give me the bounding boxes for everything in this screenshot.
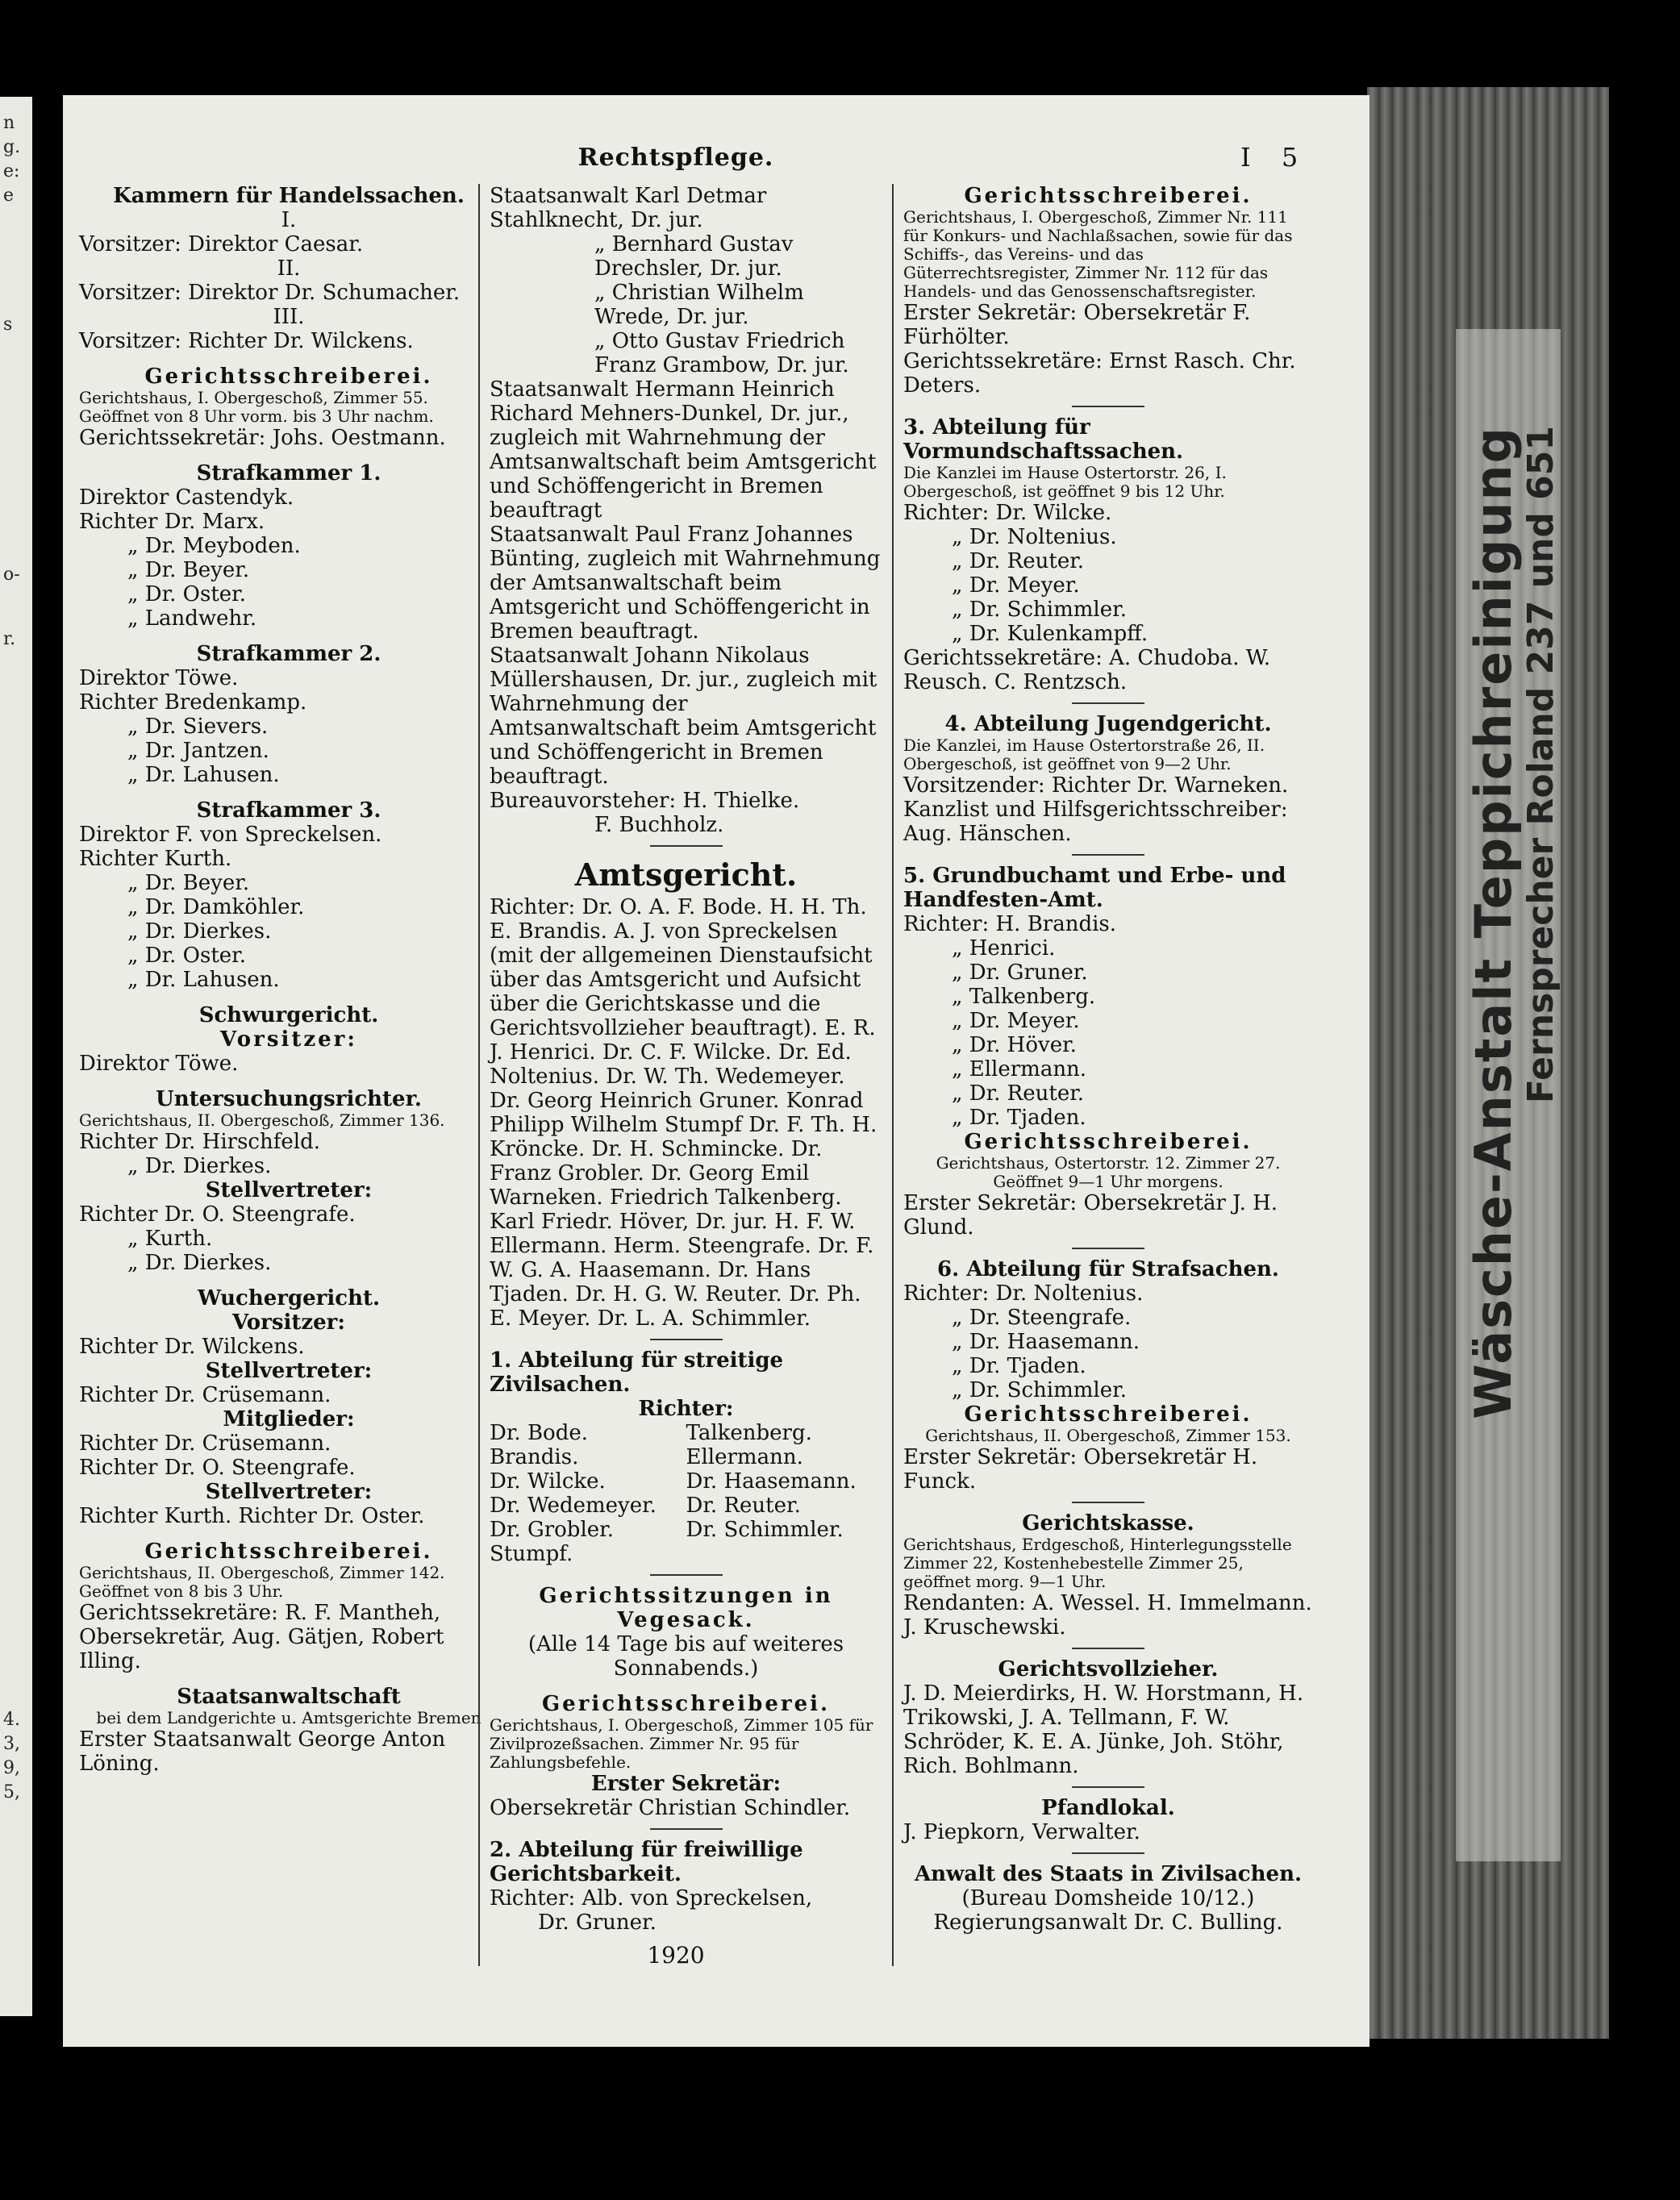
section-heading: Gerichtsschreiberei. — [964, 1130, 1253, 1154]
previous-page-text-fragment: o- — [3, 565, 20, 585]
column-middle — [478, 184, 894, 1966]
judge-name — [686, 1542, 883, 1566]
spacer — [79, 1673, 498, 1685]
section-heading: Untersuchungsrichter. — [156, 1087, 422, 1111]
text-line: Richter Bredenkamp. — [79, 690, 307, 715]
text-line: Staatsanwalt Hermann Heinrich Richard Mehners-Dunkel, Dr. jur., zugleich mit Wahrnehmung der Amtsanwaltschaft beim Amtsgericht und Schöffengericht in Bremen beauftragt — [490, 377, 877, 523]
text-line: Kanzlist und Hilfsgerichtsschreiber: Aug. Hänschen. — [903, 798, 1288, 846]
text-line: „ Otto Gustav Friedrich Franz Grambow, Dr. jur. — [594, 329, 849, 377]
text-line: Richter: Dr. Wilcke. — [903, 501, 1112, 525]
text-line: „ Dr. Kulenkampff. — [952, 622, 1148, 646]
section-heading: Stellvertreter: — [205, 1480, 373, 1504]
text-line: Gerichtshaus, II. Obergeschoß, Zimmer 136. — [79, 1110, 445, 1130]
judge-pair-row — [490, 1494, 882, 1518]
text-line: Vorsitzer: Richter Dr. Wilckens. — [79, 329, 414, 353]
text-line: Direktor Töwe. — [79, 666, 239, 690]
directory-page — [63, 95, 1369, 2047]
text-line: Richter: H. Brandis. — [903, 912, 1117, 936]
section-heading: Vorsitzer: — [232, 1310, 345, 1335]
divider-rule — [1072, 1648, 1144, 1649]
text-line: F. Buchholz. — [594, 813, 724, 837]
divider-rule — [1072, 1852, 1144, 1854]
edge-advert-phone: Fernsprecher Roland 237 und 651 — [1520, 426, 1561, 1104]
text-line: „ Dr. Noltenius. — [952, 525, 1117, 549]
judge-pair-row — [490, 1445, 882, 1469]
divider-rule — [650, 1828, 723, 1830]
text-line: Erster Sekretär: Obersekretär J. H. Glund. — [903, 1191, 1278, 1240]
text-line: Obersekretär Christian Schindler. — [490, 1796, 851, 1820]
text-line: „ Dr. Gruner. — [952, 960, 1088, 985]
section-heading: Mitglieder: — [223, 1407, 355, 1431]
judge-name: Ellermann. — [686, 1445, 803, 1469]
text-line: „ Dr. Beyer. — [127, 558, 250, 582]
text-line: Richter Dr. O. Steengrafe. — [79, 1202, 356, 1227]
text-line: „ Dr. Meyer. — [952, 1009, 1080, 1033]
section-heading: Gerichtsschreiberei. — [144, 365, 433, 389]
text-line: „ Dr. Damköhler. — [127, 895, 305, 919]
text-line: Gerichtssekretär: Johs. Oestmann. — [79, 426, 446, 450]
spacer — [79, 631, 498, 642]
text-line: Gerichtshaus, II. Obergeschoß, Zimmer 142. Geöffnet von 8 bis 3 Uhr. — [79, 1563, 445, 1601]
text-line: „ Talkenberg. — [952, 985, 1096, 1009]
section-heading: 1. Abteilung für streitige Zivilsachen. — [490, 1348, 784, 1397]
text-line: Staatsanwalt Johann Nikolaus Müllershausen, Dr. jur., zugleich mit Wahrnehmung der Amtsanwaltschaft beim Amtsgericht und Schöffengericht in Bremen beauftragt. — [490, 644, 878, 789]
text-line: Gerichtshaus, Erdgeschoß, Hinterlegungsstelle Zimmer 22, Kostenhebestelle Zimmer 25, geöffnet morg. 9—1 Uhr. — [903, 1535, 1292, 1591]
text-line: Die Kanzlei, im Hause Ostertorstraße 26, II. Obergeschoß, ist geöffnet von 9—2 Uhr. — [903, 735, 1265, 773]
text-line: „ Dr. Meyboden. — [127, 534, 301, 558]
section-heading: Amtsgericht. — [574, 856, 798, 893]
divider-rule — [650, 1574, 723, 1576]
judge-name: Dr. Wedemeyer. — [490, 1494, 657, 1518]
text-line: „ Dr. Sievers. — [127, 715, 269, 739]
text-line: Erster Sekretär: Obersekretär F. Fürhölter. — [903, 301, 1251, 349]
previous-page-text-fragment: r. — [3, 629, 16, 649]
divider-rule — [1072, 1248, 1144, 1249]
text-line: „ Dr. Schimmler. — [952, 598, 1127, 622]
text-line: Erster Staatsanwalt George Anton Löning. — [79, 1727, 446, 1776]
text-line: Richter Dr. Crüsemann. — [79, 1431, 331, 1456]
divider-rule — [1072, 702, 1144, 704]
text-line: „ Dr. Dierkes. — [127, 1154, 272, 1178]
text-line: bei dem Landgerichte u. Amtsgerichte Bremen — [96, 1708, 481, 1727]
text-line: Vorsitzender: Richter Dr. Warneken. — [903, 773, 1289, 798]
section-heading: Stellvertreter: — [205, 1178, 373, 1202]
text-line: J. Piepkorn, Verwalter. — [903, 1820, 1140, 1844]
section-heading: Strafkammer 2. — [196, 642, 381, 666]
previous-page-text-fragment: 3, — [3, 1734, 20, 1754]
section-heading: Gerichtsschreiberei. — [541, 1692, 831, 1716]
section-heading: Stellvertreter: — [205, 1359, 373, 1383]
year-footer: 1920 — [647, 1942, 705, 1969]
section-heading: Wuchergericht. — [197, 1286, 381, 1310]
text-line: „ Dr. Steengrafe. — [952, 1306, 1132, 1330]
text-line: Dr. Gruner. — [538, 1910, 657, 1935]
section-heading: Gerichtsschreiberei. — [964, 1402, 1253, 1427]
text-line: „ Dr. Jantzen. — [127, 739, 269, 763]
text-line: Rendanten: A. Wessel. H. Immelmann. J. Kruschewski. — [903, 1591, 1312, 1640]
text-line: Richter Kurth. — [79, 847, 232, 871]
judge-name: Dr. Haasemann. — [686, 1469, 857, 1494]
spacer — [79, 353, 498, 365]
text-line: Erster Sekretär: Obersekretär H. Funck. — [903, 1445, 1258, 1494]
previous-page-text-fragment: 4. — [3, 1710, 20, 1730]
text-line: Richter: Alb. von Spreckelsen, — [490, 1886, 813, 1910]
text-line: Bureauvorsteher: H. Thielke. — [490, 789, 800, 813]
text-line: Richter: Dr. O. A. F. Bode. H. H. Th. E. Brandis. A. J. von Spreckelsen (mit der allgemeinen Dienstaufsicht über das Amtsgericht und Aufsicht über die Gerichtskasse und die Gerichtsvollzieher beauftragt). E. R. J. Henrici. Dr. C. F. Wilcke. Dr. Ed. Noltenius. Dr. W. Th. Wedemeyer. Dr. Georg Heinrich Gruner. Konrad Philipp Wilhelm Stumpf Dr. F. Th. H. Kröncke. Dr. H. Schmincke. Dr. Franz Grobler. Dr. Georg Emil Warneken. Friedrich Talkenberg. Karl Friedr. Höver, Dr. jur. H. F. W. Ellermann. Herm. Steengrafe. Dr. F. W. G. A. Haasemann. Dr. Hans Tjaden. Dr. H. G. W. Reuter. Dr. Ph. E. Meyer. Dr. L. A. Schimmler. — [490, 895, 878, 1331]
text-line: „ Dr. Reuter. — [952, 1081, 1085, 1106]
text-line: Gerichtssekretäre: Ernst Rasch. Chr. Deters. — [903, 349, 1296, 398]
text-line: „ Christian Wilhelm Wrede, Dr. jur. — [594, 281, 804, 329]
judge-name: Dr. Bode. — [490, 1421, 589, 1445]
spacer — [79, 450, 498, 461]
judge-name: Talkenberg. — [686, 1421, 812, 1445]
section-heading: Anwalt des Staats in Zivilsachen. — [914, 1862, 1303, 1886]
section-heading: Richter: — [638, 1397, 734, 1421]
text-line: „ Ellermann. — [952, 1057, 1087, 1081]
text-line: „ Dr. Tjaden. — [952, 1106, 1086, 1130]
previous-page-text-fragment: e: — [3, 161, 20, 181]
text-line: III. — [273, 305, 305, 329]
text-line: II. — [277, 256, 301, 281]
text-line: Vorsitzer: Direktor Caesar. — [79, 232, 364, 256]
text-line: „ Dr. Lahusen. — [127, 763, 280, 787]
section-heading: Staatsanwaltschaft — [177, 1685, 401, 1709]
page-title: Rechtspflege. — [577, 144, 774, 172]
divider-rule — [650, 845, 723, 847]
text-line: Richter Dr. Crüsemann. — [79, 1383, 331, 1407]
section-heading: Vorsitzer: — [220, 1027, 357, 1052]
text-line: „ Landwehr. — [127, 606, 257, 631]
text-line: „ Kurth. — [127, 1227, 213, 1251]
section-heading: 2. Abteilung für freiwillige Gerichtsbarkeit. — [490, 1838, 803, 1886]
text-line: „ Dr. Tjaden. — [952, 1354, 1086, 1378]
section-heading: Pfandlokal. — [1041, 1796, 1175, 1820]
spacer — [79, 787, 498, 798]
text-line: „ Dr. Oster. — [127, 582, 247, 606]
text-line: J. D. Meierdirks, H. W. Horstmann, H. Trikowski, J. A. Tellmann, F. W. Schröder, K. E. A. Jünke, Joh. Stöhr, Rich. Bohlmann. — [903, 1681, 1304, 1778]
section-heading: 5. Grundbuchamt und Erbe- und Handfesten-Amt. — [903, 864, 1286, 912]
text-line: Gerichtshaus, I. Obergeschoß, Zimmer 105 für Zivilprozeßsachen. Zimmer Nr. 95 für Zahlungsbefehle. — [490, 1715, 873, 1772]
text-line: „ Dr. Lahusen. — [127, 968, 280, 992]
judge-name: Dr. Reuter. — [686, 1494, 801, 1518]
text-line: „ Dr. Haasemann. — [952, 1330, 1140, 1354]
text-line: Gerichtshaus, Ostertorstr. 12. Zimmer 27. Geöffnet 9—1 Uhr morgens. — [936, 1153, 1281, 1191]
section-heading: Strafkammer 1. — [196, 461, 381, 485]
text-line: Gerichtshaus, II. Obergeschoß, Zimmer 153. — [925, 1426, 1291, 1445]
text-line: Staatsanwalt Paul Franz Johannes Bünting, zugleich mit Wahrnehmung der Amtsanwaltschaft beim Amtsgericht und Schöffengericht in Bremen beauftragt. — [490, 523, 881, 644]
text-line: Direktor Töwe. — [79, 1052, 239, 1076]
section-heading: Kammern für Handelssachen. — [113, 184, 465, 208]
section-heading: Erster Sekretär: — [590, 1772, 782, 1796]
section-heading: 6. Abteilung für Strafsachen. — [937, 1257, 1279, 1281]
text-line: „ Dr. Höver. — [952, 1033, 1077, 1057]
text-line: „ Dr. Oster. — [127, 944, 247, 968]
section-heading: 3. Abteilung für Vormundschaftssachen. — [903, 415, 1184, 464]
text-line: Gerichtssekretäre: R. F. Mantheh, Obersekretär, Aug. Gätjen, Robert Illing. — [79, 1601, 444, 1673]
text-line: „ Dr. Schimmler. — [952, 1378, 1127, 1402]
page-number: I 5 — [1240, 142, 1310, 173]
judge-name: Dr. Schimmler. — [686, 1518, 844, 1542]
text-line: Gerichtssekretäre: A. Chudoba. W. Reusch. C. Rentzsch. — [903, 646, 1271, 694]
section-heading: Strafkammer 3. — [196, 798, 381, 823]
text-line: Direktor Castendyk. — [79, 485, 294, 510]
section-heading: Gerichtsschreiberei. — [964, 184, 1253, 208]
text-line: Staatsanwalt Karl Detmar Stahlknecht, Dr. jur. — [490, 184, 767, 232]
text-line: Regierungsanwalt Dr. C. Bulling. — [933, 1910, 1283, 1935]
text-line: „ Henrici. — [952, 936, 1056, 960]
judge-name: Stumpf. — [490, 1542, 573, 1566]
divider-rule — [1072, 854, 1144, 856]
previous-page-text-fragment: e — [3, 185, 15, 206]
divider-rule — [1072, 406, 1144, 407]
previous-page-text-fragment: n — [3, 113, 15, 133]
column-right — [894, 184, 1313, 1935]
text-line: Richter Dr. O. Steengrafe. — [79, 1456, 356, 1480]
text-line: Richter Dr. Wilckens. — [79, 1335, 305, 1359]
text-line: Vorsitzer: Direktor Dr. Schumacher. — [79, 281, 461, 305]
judge-pair-row — [490, 1518, 882, 1542]
book-fore-edge — [1367, 87, 1609, 2039]
text-line: „ Dr. Meyer. — [952, 573, 1080, 598]
previous-page-text-fragment: g. — [3, 137, 21, 157]
previous-page-edge — [0, 97, 32, 2016]
text-line: „ Bernhard Gustav Drechsler, Dr. jur. — [594, 232, 794, 281]
previous-page-text-fragment: s — [3, 315, 13, 335]
divider-rule — [1072, 1502, 1144, 1503]
judge-name: Brandis. — [490, 1445, 579, 1469]
text-line: I. — [281, 208, 297, 232]
spacer — [79, 1076, 498, 1087]
text-line: Direktor F. von Spreckelsen. — [79, 823, 382, 847]
text-line: „ Dr. Beyer. — [127, 871, 250, 895]
text-line: (Alle 14 Tage bis auf weiteres Sonnabends.) — [527, 1632, 844, 1681]
amtsgericht-judges-list — [490, 1421, 882, 1566]
spacer — [490, 1681, 882, 1692]
previous-page-text-fragment: 9, — [3, 1758, 20, 1778]
judge-pair-row — [490, 1542, 882, 1566]
judge-pair-row — [490, 1421, 882, 1445]
judge-name: Dr. Grobler. — [490, 1518, 614, 1542]
column-left — [79, 184, 498, 1776]
text-line: Richter: Dr. Noltenius. — [903, 1281, 1144, 1306]
text-line: Richter Dr. Marx. — [79, 510, 265, 534]
text-line: Die Kanzlei im Hause Ostertorstr. 26, I. Obergeschoß, ist geöffnet 9 bis 12 Uhr. — [903, 463, 1227, 501]
text-line: „ Dr. Dierkes. — [127, 919, 272, 944]
section-heading: Schwurgericht. — [198, 1003, 379, 1027]
section-heading: 4. Abteilung Jugendgericht. — [944, 712, 1272, 736]
judge-pair-row — [490, 1469, 882, 1494]
text-line: (Bureau Domsheide 10/12.) — [961, 1886, 1255, 1910]
spacer — [79, 1528, 498, 1540]
section-heading: Gerichtsvollzieher. — [998, 1657, 1219, 1681]
text-line: Richter Kurth. Richter Dr. Oster. — [79, 1504, 425, 1528]
section-heading: Gerichtsschreiberei. — [144, 1540, 433, 1564]
divider-rule — [1072, 1786, 1144, 1788]
text-line: Gerichtshaus, I. Obergeschoß, Zimmer Nr. 111 für Konkurs- und Nachlaßsachen, sowie für das Schiffs-, das Vereins- und das Güterrechtsregister, Zimmer Nr. 112 für das Handels- und das Genossenschaftsregister. — [903, 207, 1293, 301]
section-heading: Gerichtskasse. — [1022, 1511, 1194, 1535]
text-line: Gerichtshaus, I. Obergeschoß, Zimmer 55. Geöffnet von 8 Uhr vorm. bis 3 Uhr nachm. — [79, 388, 434, 426]
spacer — [79, 992, 498, 1003]
text-line: „ Dr. Reuter. — [952, 549, 1085, 573]
text-line: Richter Dr. Hirschfeld. — [79, 1130, 320, 1154]
previous-page-text-fragment: 5, — [3, 1782, 20, 1802]
divider-rule — [650, 1339, 723, 1340]
section-heading: Gerichtssitzungen in Vegesack. — [539, 1584, 833, 1632]
judge-name: Dr. Wilcke. — [490, 1469, 606, 1494]
spacer — [79, 1275, 498, 1286]
edge-advert-text: Wäsche-Anstalt Teppichreinigung — [1464, 426, 1523, 1419]
text-line: „ Dr. Dierkes. — [127, 1251, 272, 1275]
